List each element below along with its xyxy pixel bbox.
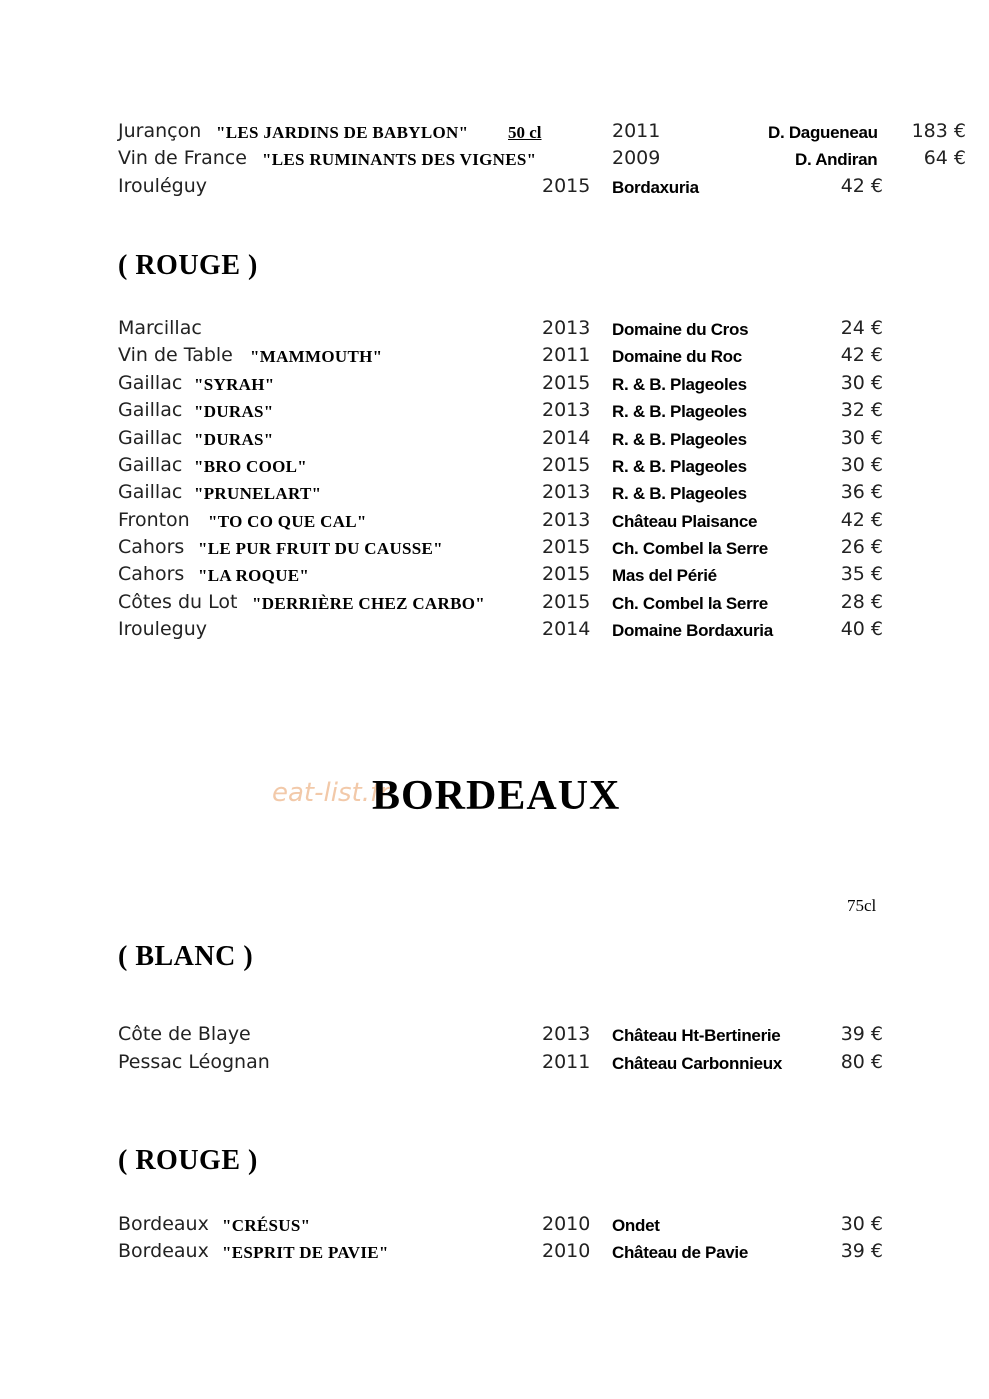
- section-heading-rouge: ( ROUGE ): [118, 250, 258, 281]
- section-heading-rouge-bordeaux: ( ROUGE ): [118, 1145, 258, 1176]
- section-heading-blanc: ( BLANC ): [118, 941, 254, 972]
- appellation: Côtes du Lot: [118, 591, 238, 613]
- producer: Ch. Combel la Serre: [612, 539, 768, 558]
- price: 183 €: [911, 120, 966, 142]
- wine-row: [0, 147, 989, 173]
- producer: R. & B. Plageoles: [612, 375, 747, 394]
- vintage: 2014: [542, 427, 591, 449]
- vintage: 2013: [542, 1023, 591, 1045]
- wine-row: [0, 344, 989, 370]
- cuvee: "TO CO QUE CAL": [208, 512, 367, 531]
- cuvee: "LES RUMINANTS DES VIGNES": [262, 150, 537, 169]
- price: 40 €: [840, 618, 883, 640]
- bottle-size: 50 cl: [508, 123, 542, 142]
- appellation: Gaillac: [118, 481, 183, 503]
- wine-row: [0, 618, 989, 644]
- producer: R. & B. Plageoles: [612, 484, 747, 503]
- cuvee: "ESPRIT DE PAVIE": [222, 1243, 389, 1262]
- vintage: 2010: [542, 1213, 591, 1235]
- price: 24 €: [840, 317, 883, 339]
- wine-row: [0, 481, 989, 507]
- vintage: 2015: [542, 563, 591, 585]
- wine-row: [0, 427, 989, 453]
- price: 28 €: [840, 591, 883, 613]
- appellation: Fronton: [118, 509, 190, 531]
- price: 30 €: [840, 372, 883, 394]
- producer: R. & B. Plageoles: [612, 457, 747, 476]
- price: 35 €: [840, 563, 883, 585]
- producer: Château Ht-Bertinerie: [612, 1026, 781, 1045]
- cuvee: "SYRAH": [194, 375, 275, 394]
- price: 80 €: [840, 1051, 883, 1073]
- region-title: BORDEAUX: [372, 773, 621, 819]
- producer: Château de Pavie: [612, 1243, 748, 1262]
- vintage: 2015: [542, 591, 591, 613]
- appellation: Vin de France: [118, 147, 247, 169]
- appellation: Marcillac: [118, 317, 202, 339]
- price: 42 €: [840, 509, 883, 531]
- cuvee: "DERRIÈRE CHEZ CARBO": [252, 594, 485, 613]
- price: 42 €: [840, 344, 883, 366]
- cuvee: "BRO COOL": [194, 457, 308, 476]
- price: 39 €: [840, 1023, 883, 1045]
- wine-row: [0, 454, 989, 480]
- price: 30 €: [840, 454, 883, 476]
- cuvee: "LA ROQUE": [198, 566, 310, 585]
- vintage: 2010: [542, 1240, 591, 1262]
- price: 30 €: [840, 1213, 883, 1235]
- price: 30 €: [840, 427, 883, 449]
- producer: R. & B. Plageoles: [612, 402, 747, 421]
- appellation: Cahors: [118, 536, 185, 558]
- appellation: Gaillac: [118, 372, 183, 394]
- wine-row: [0, 1051, 989, 1077]
- price: 26 €: [840, 536, 883, 558]
- wine-row: [0, 1213, 989, 1239]
- price: 32 €: [840, 399, 883, 421]
- wine-row: [0, 536, 989, 562]
- producer: Domaine du Cros: [612, 320, 749, 339]
- producer: Mas del Périé: [612, 566, 717, 585]
- watermark: eat-list.fr: [272, 778, 390, 808]
- cuvee: "MAMMOUTH": [250, 347, 383, 366]
- price: 36 €: [840, 481, 883, 503]
- producer: Ch. Combel la Serre: [612, 594, 768, 613]
- vintage: 2013: [542, 509, 591, 531]
- producer: Domaine Bordaxuria: [612, 621, 773, 640]
- cuvee: "LES JARDINS DE BABYLON": [216, 123, 469, 142]
- wine-row: [0, 399, 989, 425]
- cuvee: "LE PUR FRUIT DU CAUSSE": [198, 539, 443, 558]
- cuvee: "PRUNELART": [194, 484, 322, 503]
- bottle-volume: 75cl: [847, 896, 877, 915]
- cuvee: "CRÉSUS": [222, 1216, 311, 1235]
- price: 64 €: [923, 147, 966, 169]
- wine-row: [0, 563, 989, 589]
- appellation: Gaillac: [118, 399, 183, 421]
- price: 39 €: [840, 1240, 883, 1262]
- appellation: Irouléguy: [118, 175, 207, 197]
- vintage: 2015: [542, 175, 591, 197]
- vintage: 2015: [542, 454, 591, 476]
- vintage: 2013: [542, 481, 591, 503]
- appellation: Gaillac: [118, 454, 183, 476]
- vintage: 2013: [542, 317, 591, 339]
- vintage: 2011: [542, 1051, 591, 1073]
- producer: D. Andiran: [795, 150, 878, 169]
- producer: Château Plaisance: [612, 512, 758, 531]
- vintage: 2015: [542, 536, 591, 558]
- wine-row: [0, 1240, 989, 1266]
- appellation: Cahors: [118, 563, 185, 585]
- appellation: Côte de Blaye: [118, 1023, 251, 1045]
- vintage: 2011: [542, 344, 591, 366]
- producer: Bordaxuria: [612, 178, 699, 197]
- producer: D. Dagueneau: [768, 123, 878, 142]
- vintage: 2013: [542, 399, 591, 421]
- appellation: Jurançon: [118, 120, 202, 142]
- producer: Ondet: [612, 1216, 660, 1235]
- appellation: Bordeaux: [118, 1213, 209, 1235]
- vintage: 2015: [542, 372, 591, 394]
- wine-row: [0, 372, 989, 398]
- vintage: 2011: [612, 120, 661, 142]
- wine-row: [0, 591, 989, 617]
- producer: R. & B. Plageoles: [612, 430, 747, 449]
- vintage: 2014: [542, 618, 591, 640]
- appellation: Gaillac: [118, 427, 183, 449]
- wine-row: [0, 317, 989, 343]
- appellation: Pessac Léognan: [118, 1051, 270, 1073]
- wine-row: [0, 509, 989, 535]
- wine-row: [0, 175, 989, 201]
- price: 42 €: [840, 175, 883, 197]
- vintage: 2009: [612, 147, 661, 169]
- appellation: Bordeaux: [118, 1240, 209, 1262]
- producer: Domaine du Roc: [612, 347, 742, 366]
- producer: Château Carbonnieux: [612, 1054, 782, 1073]
- wine-row: [0, 120, 989, 146]
- appellation: Irouleguy: [118, 618, 207, 640]
- cuvee: "DURAS": [194, 402, 274, 421]
- wine-row: [0, 1023, 989, 1049]
- cuvee: "DURAS": [194, 430, 274, 449]
- appellation: Vin de Table: [118, 344, 233, 366]
